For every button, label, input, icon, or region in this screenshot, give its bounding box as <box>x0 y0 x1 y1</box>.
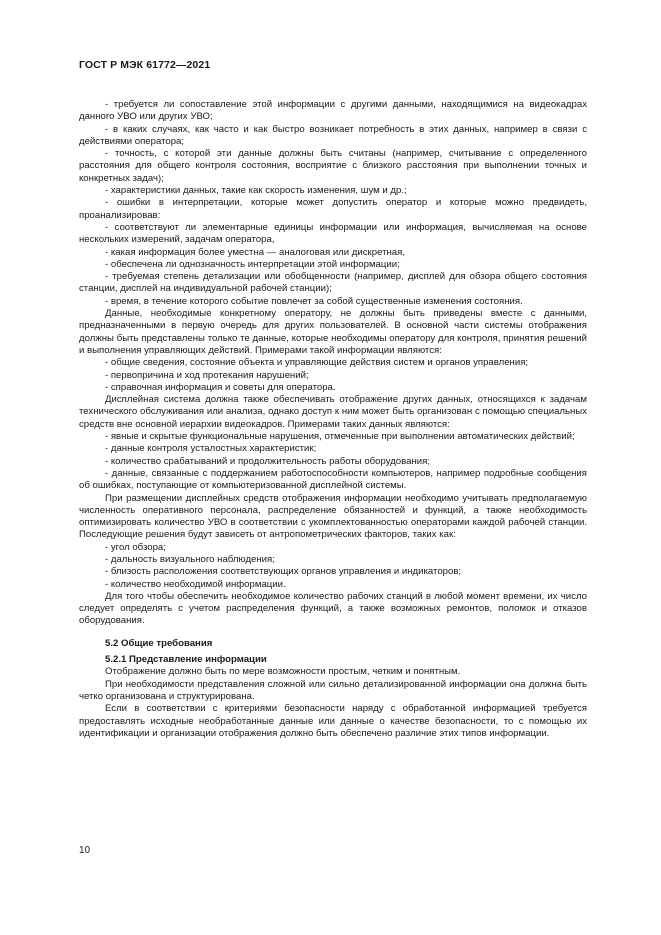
paragraph: - требуется ли сопоставление этой информации с другими данными, находящимися на видеокадрах данного УВО или других УВО; <box>79 99 587 123</box>
document-body <box>79 99 587 740</box>
paragraph: - справочная информация и советы для оператора. <box>105 381 336 393</box>
paragraph: - точность, с которой эти данные должны быть считаны (например, считывание с определенного расстояния для общего контроля состояния, восприятие с близкого расстояния при выполнении точных и конкретных задач); <box>79 148 587 184</box>
paragraph: Если в соответствии с критериями безопасности наряду с обработанной информацией требуется предоставлять исходные необработанные данные или данные о качестве безопасности, то с помощью их идентификации и организации отображения должно быть обеспечено различие этих типов информации. <box>79 703 587 739</box>
paragraph: При размещении дисплейных средств отображения информации необходимо учитывать предполагаемую численность оперативного персонала, распределение обязанностей и функций, а также необходимость оптимизировать количество УВО в соответствии с укомплектованностью операторами каждой рабочей станции. Последующие решения будут зависеть от антропометрических факторов, таких как: <box>79 492 587 541</box>
paragraph: - дальность визуального наблюдения; <box>105 553 275 565</box>
paragraph: - ошибки в интерпретации, которые может допустить оператор и которые можно предвидеть, проанализировав: <box>79 197 587 221</box>
paragraph: - угол обзора; <box>105 541 166 553</box>
paragraph: - общие сведения, состояние объекта и управляющие действия систем и органов управления; <box>105 357 529 369</box>
paragraph: - количество срабатываний и продолжительность работы оборудования; <box>105 455 430 467</box>
section-heading: 5.2 Общие требования <box>105 637 213 649</box>
page-number: 10 <box>79 845 91 856</box>
paragraph: - время, в течение которого событие повлечет за собой существенные изменения состояния. <box>105 295 523 307</box>
paragraph: Для того чтобы обеспечить необходимое количество рабочих станций в любой момент времени, их число следует определять с учетом распределения функций, а также возможных ремонтов, поломок и отказов оборудования. <box>79 590 587 627</box>
paragraph: - в каких случаях, как часто и как быстро возникает потребность в этих данных, например в связи с действиями оператора; <box>79 123 587 147</box>
paragraph: - обеспечена ли однозначность интерпретации этой информации; <box>105 258 400 270</box>
paragraph: - соответствуют ли элементарные единицы информации или информация, вычисляемая на основе нескольких измерений, задачам оператора, <box>79 221 587 246</box>
paragraph: - явные и скрытые функциональные нарушения, отмеченные при выполнении автоматических действий; <box>105 431 575 443</box>
paragraph: - данные, связанные с поддержанием работоспособности компьютеров, например подробные сообщения об ошибках, поступающие от компьютеризованной дисплейной системы. <box>79 467 587 492</box>
paragraph: - данные контроля усталостных характеристик; <box>105 443 317 455</box>
paragraph: - первопричина и ход протекания нарушений; <box>105 369 309 381</box>
paragraph: - требуемая степень детализации или обобщенности (например, дисплей для обзора общего состояния станции, дисплей на индивидуальной рабочей станции); <box>79 271 587 295</box>
paragraph: - близость расположения соответствующих органов управления и индикаторов; <box>105 566 462 578</box>
document-header: ГОСТ Р МЭК 61772—2021 <box>79 59 211 71</box>
paragraph: Отображение должно быть по мере возможности простым, четким и понятным. <box>105 666 461 678</box>
paragraph: - характеристики данных, такие как скорость изменения, шум и др.; <box>105 185 407 197</box>
paragraph: - какая информация более уместна — аналоговая или дискретная, <box>105 246 405 258</box>
paragraph: При необходимости представления сложной или сильно детализированной информации она должна быть четко организована и структурирована. <box>79 678 587 702</box>
paragraph: Дисплейная система должна также обеспечивать отображение других данных, относящихся к задачам технического обслуживания или анализа, однако доступ к ним может быть организован с помощью специальных средств вне основной иерархии видеокадров. Примерами таких данных являются: <box>79 394 587 430</box>
paragraph: Данные, необходимые конкретному оператору, не должны быть приведены вместе с данными, предназначенными в первую очередь для других пользователей. В основной части системы отображения должны быть представлены только те данные, которые необходимы оператору для контроля, принятия решений и выполнения управляющих действий. Примерами такой информации являются: <box>79 308 587 356</box>
subsection-heading: 5.2.1 Представление информации <box>105 654 267 666</box>
paragraph: - количество необходимой информации. <box>105 578 286 590</box>
